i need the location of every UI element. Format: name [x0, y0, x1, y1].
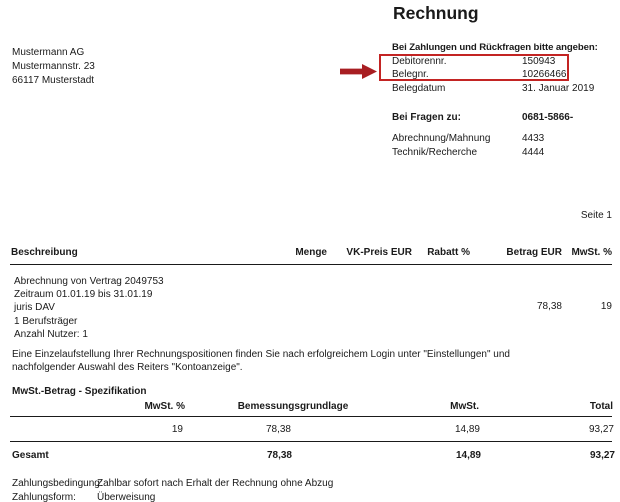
reference-label: Belegdatum [392, 82, 446, 94]
payment-method-value: Überweisung [97, 491, 156, 502]
reference-value: 150943 [522, 56, 556, 67]
payment-method-row [12, 491, 333, 502]
contact-heading-label: Bei Fragen zu: [392, 112, 461, 123]
col-header-quantity: Menge [295, 247, 327, 258]
item-line-berufstraeger: 1 Berufsträger [14, 315, 78, 327]
payment-condition-label: Zahlungsbedingung: [12, 478, 103, 489]
grand-total-vat: 14,89 [455, 450, 481, 461]
vat-spec-col-total: Total [589, 401, 613, 412]
payment-condition-row [12, 477, 333, 491]
grand-total-base: 78,38 [266, 450, 292, 461]
col-header-discount: Rabatt % [427, 247, 470, 258]
item-line-product: juris DAV [14, 302, 55, 314]
col-header-unit-price: VK-Preis EUR [346, 247, 412, 258]
reference-row-debitor [392, 55, 604, 68]
vat-spec-header-rule [10, 416, 612, 417]
vat-spec-row [0, 424, 620, 436]
page-title: Rechnung [393, 3, 479, 23]
grand-total-label: Gesamt [12, 450, 49, 461]
sender-address-block [12, 46, 95, 88]
reference-value: 31. Januar 2019 [522, 82, 595, 94]
vat-spec-value-percent: 19 [171, 424, 183, 435]
vat-spec-total-rule [10, 441, 612, 442]
col-header-vat: MwSt. % [571, 247, 612, 258]
payment-condition-value: Zahlbar sofort nach Erhalt der Rechnung ohne Abzug [97, 478, 334, 489]
col-header-amount: Betrag EUR [506, 247, 562, 258]
vat-spec-col-vat: MwSt. [450, 401, 479, 412]
vat-spec-value-total: 93,27 [588, 424, 614, 435]
items-table-header [10, 247, 612, 259]
sender-name: Mustermann AG [12, 47, 85, 58]
contact-label: Technik/Recherche [392, 147, 478, 158]
contact-heading-row [392, 112, 573, 123]
item-line-period: Zeitraum 01.01.19 bis 31.01.19 [14, 289, 153, 301]
vat-spec-header [0, 401, 620, 413]
payment-method-label: Zahlungsform: [12, 491, 76, 502]
page-number: Seite 1 [580, 210, 612, 221]
contact-row-technik [392, 146, 604, 160]
reference-value: 10266466 [522, 69, 567, 81]
sender-street: Mustermannstr. 23 [12, 61, 95, 72]
reference-heading: Bei Zahlungen und Rückfragen bitte angeben: [392, 42, 598, 53]
contact-value: 4433 [522, 133, 545, 144]
col-header-description: Beschreibung [11, 247, 78, 258]
vat-spec-value-vat: 14,89 [454, 424, 480, 435]
item-description [14, 275, 164, 341]
vat-spec-heading: MwSt.-Betrag - Spezifikation [12, 386, 147, 397]
reference-row-beleg [392, 68, 604, 81]
grand-total-row [0, 450, 620, 462]
contact-heading-value: 0681-5866- [522, 112, 574, 123]
reference-rows [392, 55, 604, 95]
reference-label: Debitorennr. [392, 56, 447, 67]
item-amount-value: 78,38 [536, 301, 562, 312]
contact-rows [392, 132, 604, 160]
item-line-nutzer: Anzahl Nutzer: 1 [14, 328, 88, 340]
contact-label: Abrechnung/Mahnung [392, 133, 491, 144]
reference-row-belegdatum [392, 82, 604, 95]
grand-total-total: 93,27 [589, 450, 615, 461]
contact-row-abrechnung [392, 132, 604, 146]
contact-value: 4444 [522, 147, 545, 158]
annotation-arrow-icon [340, 64, 377, 79]
payment-terms-block [12, 477, 333, 502]
vat-spec-value-base: 78,38 [265, 424, 291, 435]
vat-spec-col-percent: MwSt. % [144, 401, 185, 412]
sender-city: 66117 Musterstadt [12, 75, 95, 86]
login-note: Eine Einzelaufstellung Ihrer Rechnungspositionen finden Sie nach erfolgreichem Login unter "Einstellungen" und nachfolgender Auswahl des Reiters "Kontoanzeige". [12, 349, 510, 373]
vat-spec-col-base: Bemessungsgrundlage [237, 401, 349, 412]
items-table-header-rule [10, 264, 612, 265]
item-line-contract: Abrechnung von Vertrag 2049753 [14, 276, 164, 287]
reference-label: Belegnr. [392, 69, 429, 81]
item-vat-value: 19 [600, 301, 612, 312]
